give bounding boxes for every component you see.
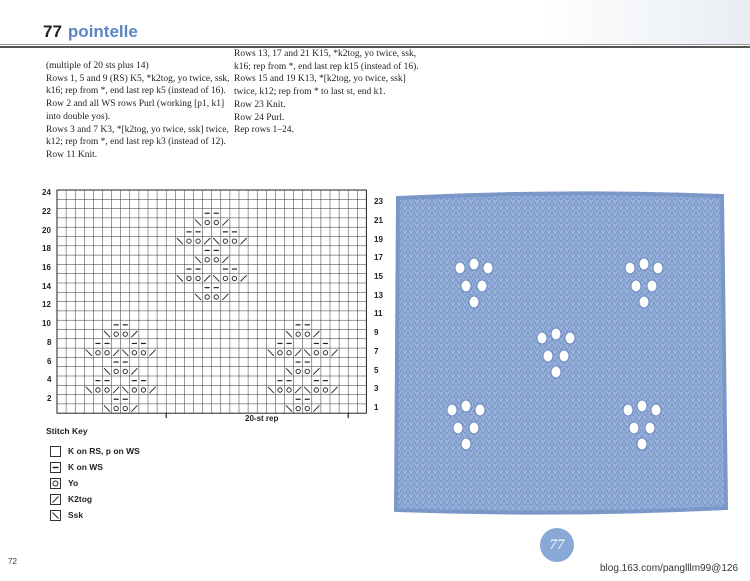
chart-left-label: 22 [42, 207, 51, 216]
instruction: Rows 15 and 19 K13, *[k2tog, yo twice, ssk] twice, k12; rep from * to last st, end k1. [234, 74, 406, 98]
chart-right-label: 23 [374, 197, 383, 206]
chart-left-label: 12 [42, 300, 51, 309]
instructions-left [46, 60, 231, 162]
instruction: Row 23 Knit. [234, 99, 286, 110]
repeat-label: 20-st rep [245, 414, 279, 423]
chart-left-label: 6 [47, 357, 52, 366]
instruction: Rows 3 and 7 K3, *[k2tog, yo twice, ssk] twice, k12; rep from *, end last rep k3 (instead of 12). [46, 124, 229, 148]
key-label: Ssk [68, 510, 84, 520]
chart-left-label: 10 [42, 319, 51, 328]
knitted-swatch-image [390, 188, 730, 520]
key-label: K2tog [68, 494, 93, 504]
chart-right-label: 15 [374, 272, 383, 281]
chart-right-label: 13 [374, 291, 383, 300]
blank-stitch-icon [50, 446, 61, 457]
chart-right-label: 17 [374, 253, 383, 262]
chart-left-label: 16 [42, 263, 51, 272]
pattern-number: 77 [43, 22, 62, 41]
chart-right-label: 21 [374, 216, 383, 225]
chart-left-label: 14 [42, 282, 51, 291]
instruction: Row 11 Knit. [46, 149, 98, 160]
knitting-chart [56, 188, 368, 418]
page-number: 72 [8, 557, 17, 566]
instructions-right [234, 48, 419, 137]
dash-stitch-icon [50, 462, 61, 473]
chart-right-label: 5 [374, 366, 379, 375]
chart-right-label: 19 [374, 235, 383, 244]
chart-left-label: 8 [47, 338, 52, 347]
chart-right-label: 11 [374, 309, 383, 318]
header-rule-thin [0, 44, 750, 45]
chart-right-label: 3 [374, 384, 379, 393]
instruction: Rows 13, 17 and 21 K15, *k2tog, yo twice, ssk, k16; rep from *, end last rep k15 (instead of 16). [234, 49, 419, 72]
chart-right-label: 1 [374, 403, 379, 412]
chart-left-label: 20 [42, 226, 51, 235]
slash-stitch-icon [50, 494, 61, 505]
instruction: Row 2 and all WS rows Purl (working [p1, k1] into double yos). [46, 99, 225, 122]
instruction: (multiple of 20 sts plus 14) [46, 61, 149, 71]
circle-stitch-icon [50, 478, 61, 489]
key-label: K on RS, p on WS [68, 446, 140, 456]
watermark: blog.163.com/panglllm99@126 [600, 563, 739, 574]
chart-left-label: 24 [42, 188, 51, 197]
chart-left-label: 2 [47, 394, 52, 403]
instruction: Row 24 Purl. [234, 112, 285, 123]
chart-left-label: 4 [47, 375, 52, 384]
key-label: Yo [68, 478, 79, 488]
pattern-name: pointelle [67, 22, 138, 41]
key-label: K on WS [68, 462, 103, 472]
chart-left-label: 18 [42, 244, 51, 253]
chart-right-label: 9 [374, 328, 379, 337]
header-shade [540, 0, 750, 44]
instruction: Rows 1, 5 and 9 (RS) K5, *k2tog, yo twice, ssk, k16; rep from *, end last rep k5 (instead of 16). [46, 73, 230, 97]
chart-right-label: 7 [374, 347, 379, 356]
pattern-badge: 77 [540, 528, 574, 562]
instruction: Rep rows 1–24. [234, 125, 294, 136]
stitch-key-title: Stitch Key [46, 426, 88, 436]
pattern-title [43, 22, 138, 42]
backslash-stitch-icon [50, 510, 61, 521]
